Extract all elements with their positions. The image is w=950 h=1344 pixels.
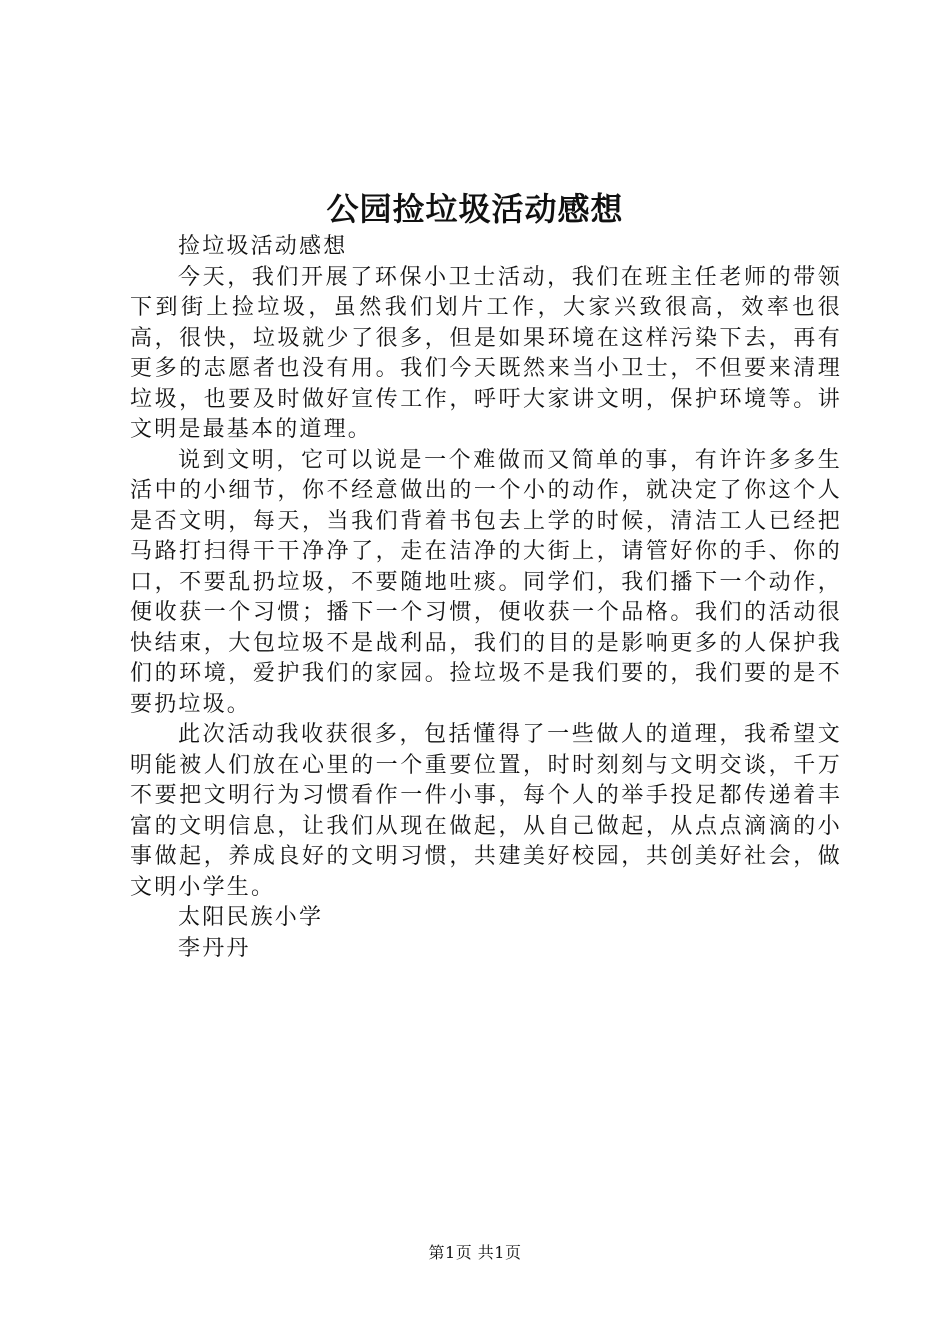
- paragraph-1: 今天，我们开展了环保小卫士活动，我们在班主任老师的带领下到街上捡垃圾，虽然我们划片工作，大家兴致很高，效率也很高，很快，垃圾就少了很多，但是如果环境在这样污染下去，再有更多的志愿者也没有用。我们今天既然来当小卫士，不但要来清理垃圾，也要及时做好宣传工作，呼吁大家讲文明，保护环境等。讲文明是最基本的道理。: [130, 264, 842, 442]
- paragraph-2: 说到文明，它可以说是一个难做而又简单的事，有许许多多生活中的小细节，你不经意做出的一个小的动作，就决定了你这个人是否文明，每天，当我们背着书包去上学的时候，清洁工人已经把马路打扫得干干净净了，走在洁净的大街上，请管好你的手、你的口，不要乱扔垃圾，不要随地吐痰。同学们，我们播下一个动作，便收获一个习惯；播下一个习惯，便收获一个品格。我们的活动很快结束，大包垃圾不是战利品，我们的目的是影响更多的人保护我们的环境，爱护我们的家园。捡垃圾不是我们要的，我们要的是不要扔垃圾。: [130, 447, 842, 717]
- author-name: 李丹丹: [178, 935, 251, 961]
- school-name: 太阳民族小学: [178, 905, 324, 930]
- document-body: [130, 232, 842, 964]
- subtitle-line: 捡垃圾活动感想: [178, 234, 348, 259]
- paragraph-3: 此次活动我收获很多，包括懂得了一些做人的道理，我希望文明能被人们放在心里的一个重要位置，时时刻刻与文明交谈，千万不要把文明行为习惯看作一件小事，每个人的举手投足都传递着丰富的文明信息，让我们从现在做起，从自己做起，从点点滴滴的小事做起，养成良好的文明习惯，共建美好校园，共创美好社会，做文明小学生。: [130, 722, 842, 900]
- page-footer: 第1页 共1页: [428, 1243, 522, 1262]
- document-title: 公园捡垃圾活动感想: [326, 190, 624, 228]
